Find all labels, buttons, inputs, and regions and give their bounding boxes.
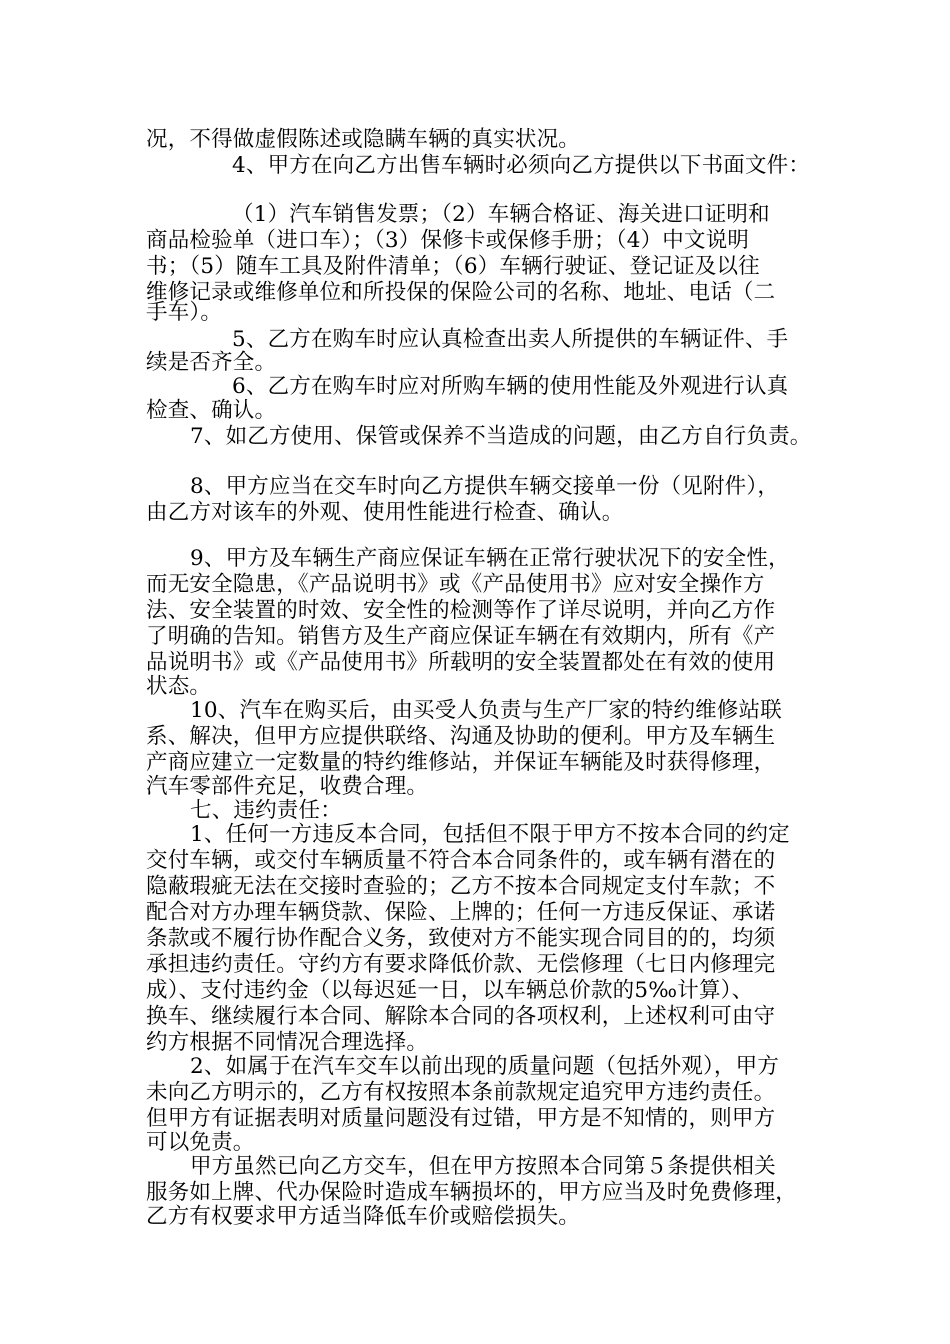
text-line: 5、乙方在购车时应认真检查出卖人所提供的车辆证件、手 — [232, 327, 789, 352]
text-line: 换车、继续履行本合同、解除本合同的各项权利，上述权利可由守 — [146, 1004, 776, 1029]
text-line: 约方根据不同情况合理选择。 — [146, 1030, 429, 1055]
text-line: 了明确的告知。销售方及生产商应保证车辆在有效期内，所有《产 — [146, 624, 776, 649]
text-line: 由乙方对该车的外观、使用性能进行检查、确认。 — [146, 500, 624, 525]
text-line: 乙方有权要求甲方适当降低车价或赔偿损失。 — [146, 1204, 581, 1229]
text-line: 检查、确认。 — [146, 398, 277, 423]
text-line: 2、如属于在汽车交车以前出现的质量问题（包括外观），甲方 — [190, 1054, 780, 1079]
text-line: 而无安全隐患，《产品说明书》或《产品使用书》应对安全操作方 — [146, 572, 765, 597]
text-line: 配合对方办理车辆贷款、保险、上牌的；任何一方违反保证、承诺 — [146, 900, 776, 925]
text-line: 1、任何一方违反本合同，包括但不限于甲方不按本合同的约定 — [190, 822, 790, 847]
text-line: 未向乙方明示的，乙方有权按照本条前款规定追究甲方违约责任。 — [146, 1080, 776, 1105]
text-line: 系、解决，但甲方应提供联络、沟通及协助的便利。甲方及车辆生 — [146, 724, 776, 749]
text-line: 书；（5）随车工具及附件清单；（6）车辆行驶证、登记证及以往 — [146, 254, 760, 279]
text-line: 甲方虽然已向乙方交车，但在甲方按照本合同第５条提供相关 — [190, 1154, 776, 1179]
text-line: 9、甲方及车辆生产商应保证车辆在正常行驶状况下的安全性， — [190, 546, 790, 571]
text-line: 手车）。 — [146, 300, 223, 325]
text-line: 7、如乙方使用、保管或保养不当造成的问题，由乙方自行负责。 — [190, 424, 812, 449]
text-line: 承担违约责任。守约方有要求降低价款、无偿修理（七日内修理完 — [146, 952, 776, 977]
text-line: 维修记录或维修单位和所投保的保险公司的名称、地址、电话（二 — [146, 280, 776, 305]
text-line: 况，不得做虚假陈述或隐瞒车辆的真实状况。 — [146, 127, 581, 152]
text-line: 条款或不履行协作配合义务，致使对方不能实现合同目的的，均须 — [146, 926, 776, 951]
text-line: 但甲方有证据表明对质量问题没有过错，甲方是不知情的，则甲方 — [146, 1106, 776, 1131]
text-line: （1）汽车销售发票；（2）车辆合格证、海关进口证明和 — [232, 202, 770, 227]
text-line: 商品检验单（进口车）；（3）保修卡或保修手册；（4）中文说明 — [146, 228, 750, 253]
text-line: 8、甲方应当在交车时向乙方提供车辆交接单一份（见附件）， — [190, 474, 780, 499]
text-line: 交付车辆，或交付车辆质量不符合本合同条件的，或车辆有潜在的 — [146, 848, 776, 873]
text-line: 服务如上牌、代办保险时造成车辆损坏的，甲方应当及时免费修理， — [146, 1180, 798, 1205]
text-line: 10、汽车在购买后，由买受人负责与生产厂家的特约维修站联 — [190, 698, 782, 723]
text-line: 成）、支付违约金（以每迟延一日，以车辆总价款的5‰计算）、 — [146, 978, 754, 1003]
text-line: 隐蔽瑕疵无法在交接时查验的；乙方不按本合同规定支付车款；不 — [146, 874, 776, 899]
text-line: 状态。 — [146, 674, 212, 699]
text-line: 品说明书》或《产品使用书》所载明的安全装置都处在有效的使用 — [146, 650, 776, 675]
text-line: 续是否齐全。 — [146, 350, 277, 375]
text-line: 6、乙方在购车时应对所购车辆的使用性能及外观进行认真 — [232, 374, 789, 399]
text-line: 七、违约责任： — [190, 798, 342, 823]
text-line: 可以免责。 — [146, 1130, 255, 1155]
text-line: 产商应建立一定数量的特约维修站，并保证车辆能及时获得修理， — [146, 750, 776, 775]
text-line: 汽车零部件充足，收费合理。 — [146, 774, 429, 799]
text-line: 法、安全装置的时效、安全性的检测等作了详尽说明，并向乙方作 — [146, 598, 776, 623]
text-line: 4、甲方在向乙方出售车辆时必须向乙方提供以下书面文件： — [232, 153, 811, 178]
